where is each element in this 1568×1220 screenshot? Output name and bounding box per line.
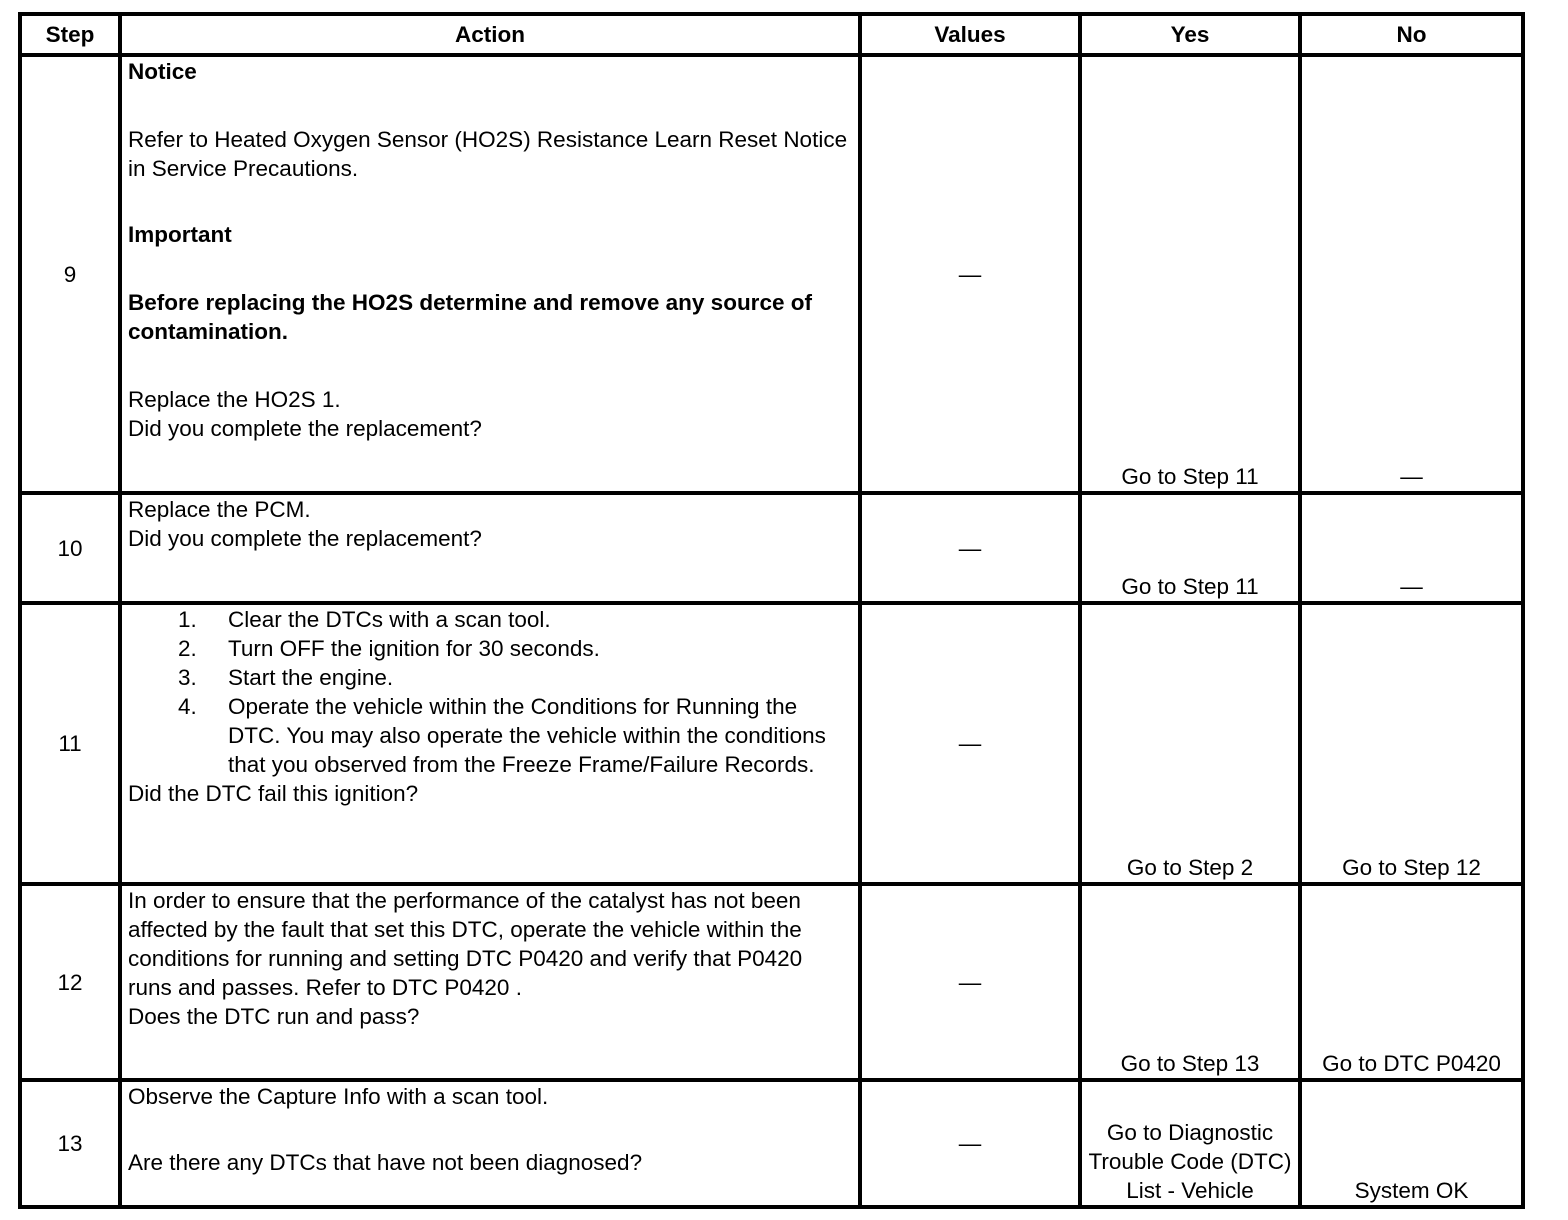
yes-link[interactable]: Go to Step 11 — [1080, 55, 1300, 493]
notice-title: Notice — [128, 59, 197, 84]
question-text: Did the DTC fail this ignition? — [128, 781, 419, 806]
no-cell: — — [1300, 493, 1523, 603]
action-cell — [120, 884, 860, 1080]
values-cell: — — [860, 55, 1080, 493]
question-text: Did you complete the replacement? — [128, 526, 482, 551]
instruction-text: Observe the Capture Info with a scan tool. — [128, 1084, 549, 1109]
values-cell: — — [860, 884, 1080, 1080]
action-cell — [120, 55, 860, 493]
list-number: 2. — [178, 636, 197, 661]
action-cell — [120, 1080, 860, 1207]
action-cell — [120, 493, 860, 603]
no-cell: — — [1300, 55, 1523, 493]
step-number: 11 — [20, 603, 120, 884]
step-number: 9 — [20, 55, 120, 493]
table-row-step-10 — [20, 493, 1523, 603]
yes-link[interactable]: Go to Step 13 — [1080, 884, 1300, 1080]
list-item — [128, 634, 852, 663]
question-text: Did you complete the replacement? — [128, 416, 482, 441]
yes-link[interactable]: Go to Step 2 — [1080, 603, 1300, 884]
step-number: 13 — [20, 1080, 120, 1207]
instruction-text: In order to ensure that the performance of the catalyst has not been affected by the fault that set this DTC, operate the vehicle within the conditions for running and setting DTC P0420 and verify that P0420 runs and passes. Refer to DTC P0420 . — [128, 888, 803, 1000]
list-number: 1. — [178, 607, 197, 632]
question-text: Are there any DTCs that have not been diagnosed? — [128, 1150, 643, 1175]
list-text: Turn OFF the ignition for 30 seconds. — [228, 636, 600, 661]
yes-link[interactable]: Go to Step 11 — [1080, 493, 1300, 603]
no-link[interactable]: Go to DTC P0420 — [1300, 884, 1523, 1080]
yes-link[interactable]: Go to Diagnostic Trouble Code (DTC) List - Vehicle — [1080, 1080, 1300, 1207]
procedure-list — [128, 605, 852, 779]
instruction-text: Replace the PCM. — [128, 497, 311, 522]
list-text: Clear the DTCs with a scan tool. — [228, 607, 551, 632]
header-yes: Yes — [1080, 14, 1300, 55]
step-number: 12 — [20, 884, 120, 1080]
header-step: Step — [20, 14, 120, 55]
notice-text: Refer to Heated Oxygen Sensor (HO2S) Resistance Learn Reset Notice in Service Precautions. — [128, 127, 848, 181]
table-row-step-13 — [20, 1080, 1523, 1207]
no-cell: System OK — [1300, 1080, 1523, 1207]
action-cell — [120, 603, 860, 884]
header-action: Action — [120, 14, 860, 55]
list-item — [128, 605, 852, 634]
list-text: Start the engine. — [228, 665, 394, 690]
instruction-text: Replace the HO2S 1. — [128, 387, 341, 412]
list-text: Operate the vehicle within the Conditions for Running the DTC. You may also operate the vehicle within the conditions that you observed from the Freeze Frame/Failure Records. — [228, 694, 826, 777]
header-values: Values — [860, 14, 1080, 55]
important-text: Before replacing the HO2S determine and remove any source of contamination. — [128, 290, 812, 344]
table-row-step-9 — [20, 55, 1523, 493]
list-item — [128, 663, 852, 692]
list-item — [128, 692, 852, 779]
values-cell: — — [860, 1080, 1080, 1207]
table-row-step-11 — [20, 603, 1523, 884]
header-no: No — [1300, 14, 1523, 55]
step-number: 10 — [20, 493, 120, 603]
list-number: 3. — [178, 665, 197, 690]
table-row-step-12 — [20, 884, 1523, 1080]
question-text: Does the DTC run and pass? — [128, 1004, 420, 1029]
important-title: Important — [128, 222, 232, 247]
no-link[interactable]: Go to Step 12 — [1300, 603, 1523, 884]
list-number: 4. — [178, 694, 197, 719]
header-row — [20, 14, 1523, 55]
values-cell: — — [860, 493, 1080, 603]
values-cell: — — [860, 603, 1080, 884]
diagnostic-table — [18, 12, 1525, 1209]
